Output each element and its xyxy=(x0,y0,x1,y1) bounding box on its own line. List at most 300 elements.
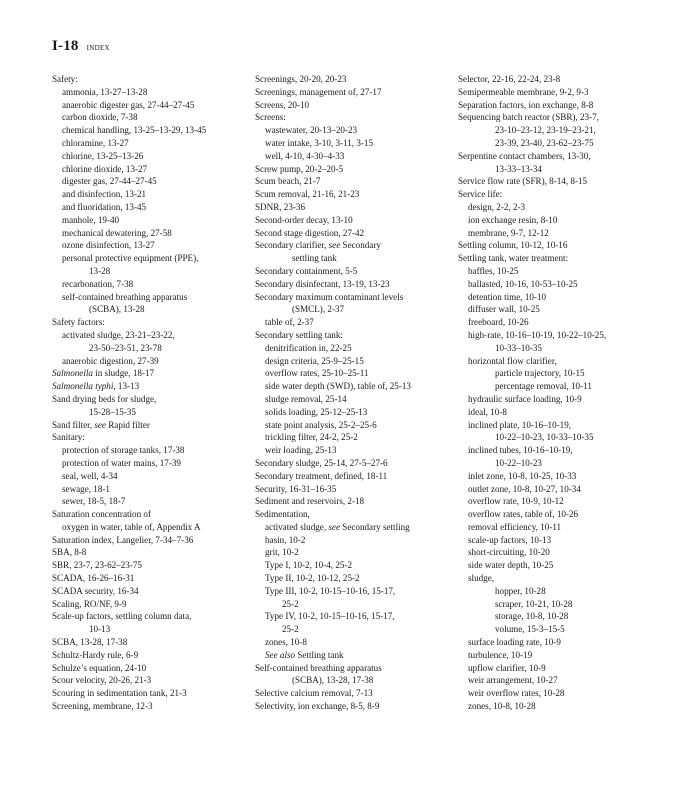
entry-text: oxygen in water, table of, Appendix A xyxy=(62,521,201,532)
index-entry xyxy=(255,124,451,137)
entry-text: Settling tank, water treatment: xyxy=(458,253,569,264)
entry-text: surface loading rate, 10-9 xyxy=(468,637,561,648)
index-entry xyxy=(52,329,248,342)
index-entry xyxy=(458,86,654,99)
entry-text: Safety: xyxy=(52,74,78,84)
entry-text: activated sludge, 23-21–23-22, xyxy=(62,329,175,340)
entry-text: Screening, membrane, 12-3 xyxy=(52,701,153,712)
index-entry xyxy=(52,508,248,521)
index-entry xyxy=(52,188,248,201)
entry-pages: Settling tank xyxy=(295,649,344,660)
index-entry xyxy=(458,163,654,176)
index-entry xyxy=(255,559,451,572)
entry-text: Scouring in sedimentation tank, 21-3 xyxy=(52,688,187,699)
index-entry xyxy=(458,73,654,86)
index-entry xyxy=(255,380,451,393)
entry-text: Sedimentation, xyxy=(255,509,310,520)
entry-text: Selectivity, ion exchange, 8-5, 8-9 xyxy=(255,701,380,712)
index-entry xyxy=(458,201,654,214)
index-entry xyxy=(52,86,248,99)
entry-text: Secondary sludge, 25-14, 27-5–27-6 xyxy=(255,457,388,468)
entry-text: well, 4-10, 4-30–4-33 xyxy=(265,150,345,161)
entry-text: 25-2 xyxy=(282,598,299,609)
entry-text: SCBA, 13-28, 17-38 xyxy=(52,637,128,648)
index-entry xyxy=(255,73,451,86)
index-entry xyxy=(458,111,654,124)
entry-text: scraper, 10-21, 10-28 xyxy=(495,598,573,609)
entry-text: mechanical dewatering, 27-58 xyxy=(62,227,172,238)
entry-text: Schultz-Hardy rule, 6-9 xyxy=(52,649,139,660)
entry-text: horizontal flow clarifier, xyxy=(468,355,557,366)
entry-text: Selector, 22-16, 22-24, 23-8 xyxy=(458,74,561,84)
index-entry xyxy=(52,687,248,700)
entry-text: denitrification in, 22-25 xyxy=(265,342,352,353)
index-entry xyxy=(52,278,248,291)
index-entry xyxy=(458,355,654,368)
entry-text: Scaling, RO/NF, 9-9 xyxy=(52,598,127,609)
index-column-3 xyxy=(458,73,654,713)
entry-text: chloramine, 13-27 xyxy=(62,137,129,148)
entry-text: (SCBA), 13-28 xyxy=(89,304,145,315)
entry-text: 10-22–10-23, 10-33–10-35 xyxy=(495,432,594,443)
entry-text: Sediment and reservoirs, 2-18 xyxy=(255,496,365,507)
entry-text: percentage removal, 10-11 xyxy=(495,381,592,392)
entry-text: high-rate, 10-16–10-19, 10-22–10-25, xyxy=(468,329,607,340)
entry-text: grit, 10-2 xyxy=(265,547,299,558)
entry-text: design, 2-2, 2-3 xyxy=(468,201,526,212)
index-entry xyxy=(255,278,451,291)
entry-text: Secondary treatment, defined, 18-11 xyxy=(255,470,388,481)
see-reference: see xyxy=(328,240,341,251)
index-entry xyxy=(458,303,654,316)
entry-text: turbulence, 10-19 xyxy=(468,649,533,660)
index-entry xyxy=(255,316,451,329)
entry-text: SBR, 23-7, 23-62–23-75 xyxy=(52,560,142,571)
entry-text: state point analysis, 25-2–25-6 xyxy=(265,419,377,430)
entry-text: Type I, 10-2, 10-4, 25-2 xyxy=(265,560,352,571)
entry-text: overflow rates, table of, 10-26 xyxy=(468,509,579,520)
index-entry xyxy=(255,227,451,240)
index-entry xyxy=(52,342,248,355)
entry-text: 23-10–23-12, 23-19–23-21, xyxy=(495,125,596,136)
entry-text: chlorine dioxide, 13-27 xyxy=(62,163,148,174)
index-entry xyxy=(458,99,654,112)
index-entry xyxy=(255,470,451,483)
entry-text: hopper, 10-28 xyxy=(495,585,546,596)
index-entry xyxy=(52,291,248,304)
entry-text: storage, 10-8, 10-28 xyxy=(495,611,569,622)
entry-text: anaerobic digester gas, 27-44–27-45 xyxy=(62,99,195,110)
entry-text: Selective calcium removal, 7-13 xyxy=(255,688,373,699)
entry-text: Type III, 10-2, 10-15–10-16, 15-17, xyxy=(265,585,396,596)
index-entry xyxy=(255,150,451,163)
entry-text: Safety factors: xyxy=(52,317,105,328)
entry-text: water intake, 3-10, 3-11, 3-15 xyxy=(265,137,373,148)
index-entry xyxy=(255,431,451,444)
entry-text: Screens: xyxy=(255,112,286,123)
index-entry xyxy=(52,214,248,227)
entry-text: particle trajectory, 10-15 xyxy=(495,368,585,379)
entry-text: Second-order decay, 13-10 xyxy=(255,214,353,225)
entry-text: seal, well, 4-34 xyxy=(62,470,118,481)
index-entry xyxy=(52,572,248,585)
index-entry xyxy=(255,291,451,304)
index-entry xyxy=(255,546,451,559)
index-entry xyxy=(52,534,248,547)
index-entry xyxy=(52,265,248,278)
entry-text: personal protective equipment (PPE), xyxy=(62,253,199,264)
entry-text: Scour velocity, 20-26, 21-3 xyxy=(52,675,152,686)
entry-text: Service life: xyxy=(458,189,503,200)
page-header xyxy=(52,38,110,55)
entry-text: Settling column, 10-12, 10-16 xyxy=(458,240,568,251)
entry-text: Salmonella typhi xyxy=(52,381,114,392)
index-entry xyxy=(255,419,451,432)
entry-text: scale-up factors, 10-13 xyxy=(468,534,552,545)
index-entry xyxy=(255,649,451,662)
index-entry xyxy=(255,585,451,598)
entry-text: and disinfection, 13-21 xyxy=(62,189,147,200)
entry-text: Screw pump, 20-2–20-5 xyxy=(255,163,344,174)
entry-text: sewage, 18-1 xyxy=(62,483,110,494)
index-entry xyxy=(458,393,654,406)
entry-text: Serpentine contact chambers, 13-30, xyxy=(458,150,591,161)
entry-text: Semipermeable membrane, 9-2, 9-3 xyxy=(458,86,589,97)
index-entry xyxy=(255,457,451,470)
index-entry xyxy=(458,214,654,227)
index-entry xyxy=(458,649,654,662)
index-entry xyxy=(458,483,654,496)
index-entry xyxy=(255,636,451,649)
index-entry xyxy=(255,623,451,636)
index-entry xyxy=(255,495,451,508)
entry-text: Scum beach, 21-7 xyxy=(255,176,321,187)
entry-text: weir arrangement, 10-27 xyxy=(468,675,558,686)
index-entry xyxy=(52,73,248,86)
index-entry xyxy=(52,483,248,496)
entry-text: Salmonella xyxy=(52,368,93,379)
index-entry xyxy=(255,252,451,265)
index-entry xyxy=(52,598,248,611)
entry-text: side water depth, 10-25 xyxy=(468,560,554,571)
index-entry xyxy=(255,674,451,687)
index-entry xyxy=(52,239,248,252)
entry-pages: Secondary settling xyxy=(340,521,410,532)
index-entry xyxy=(52,380,248,393)
index-entry xyxy=(458,188,654,201)
entry-text: outlet zone, 10-8, 10-27, 10-34 xyxy=(468,483,581,494)
entry-text: carbon dioxide, 7-38 xyxy=(62,112,138,123)
entry-text: Sand drying beds for sludge, xyxy=(52,393,157,404)
entry-text: sludge, xyxy=(468,573,495,584)
entry-text: 10-13 xyxy=(89,624,111,635)
entry-text: Scum removal, 21-16, 21-23 xyxy=(255,189,360,200)
entry-text: baffles, 10-25 xyxy=(468,265,519,276)
index-entry xyxy=(255,406,451,419)
entry-text: Self-contained breathing apparatus xyxy=(255,662,382,673)
index-entry xyxy=(52,393,248,406)
entry-text: Secondary maximum contaminant levels xyxy=(255,291,404,302)
index-entry xyxy=(458,239,654,252)
index-entry xyxy=(255,367,451,380)
entry-pages: Rapid filter xyxy=(105,419,150,430)
entry-text: settling tank xyxy=(292,253,337,264)
entry-text: recarbonation, 7-38 xyxy=(62,278,134,289)
entry-text: weir overflow rates, 10-28 xyxy=(468,688,565,699)
index-entry xyxy=(255,111,451,124)
entry-text: ozone disinfection, 13-27 xyxy=(62,240,155,251)
entry-text: 25-2 xyxy=(282,624,299,635)
index-entry xyxy=(255,342,451,355)
index-entry xyxy=(458,406,654,419)
index-entry xyxy=(458,470,654,483)
index-entry xyxy=(255,201,451,214)
index-entry xyxy=(255,662,451,675)
index-entry xyxy=(458,623,654,636)
entry-text: Service flow rate (SFR), 8-14, 8-15 xyxy=(458,176,588,187)
entry-text: 13-28 xyxy=(89,265,111,276)
entry-text: side water depth (SWD), table of, 25-13 xyxy=(265,381,411,392)
index-entry xyxy=(52,559,248,572)
entry-text: detention time, 10-10 xyxy=(468,291,547,302)
index-entry xyxy=(52,662,248,675)
index-entry xyxy=(255,137,451,150)
index-entry xyxy=(458,124,654,137)
entry-text: Type IV, 10-2, 10-15–10-16, 15-17, xyxy=(265,611,395,622)
entry-text: Schulze’s equation, 24-10 xyxy=(52,662,147,673)
entry-text: 23-50–23-51, 23-78 xyxy=(89,342,162,353)
index-entry xyxy=(458,534,654,547)
index-entry xyxy=(458,419,654,432)
entry-text: SCADA security, 16-34 xyxy=(52,585,139,596)
entry-text: chemical handling, 13-25–13-29, 13-45 xyxy=(62,125,207,136)
index-entry xyxy=(458,265,654,278)
index-entry xyxy=(52,521,248,534)
index-entry xyxy=(52,431,248,444)
entry-text: Separation factors, ion exchange, 8-8 xyxy=(458,99,594,110)
entry-text: membrane, 9-7, 12-12 xyxy=(468,227,549,238)
index-entry xyxy=(52,457,248,470)
index-entry xyxy=(458,342,654,355)
index-entry xyxy=(52,419,248,432)
page-number: I-18 xyxy=(52,38,79,54)
index-entry xyxy=(458,457,654,470)
entry-text: and fluoridation, 13-45 xyxy=(62,201,147,212)
index-entry xyxy=(52,585,248,598)
entry-text: (SCBA), 13-28, 17-38 xyxy=(292,675,374,686)
entry-text: 13-33–13-34 xyxy=(495,163,542,174)
index-entry xyxy=(255,265,451,278)
index-entry xyxy=(458,508,654,521)
entry-text: sludge removal, 25-14 xyxy=(265,393,347,404)
index-entry xyxy=(255,700,451,713)
index-entry xyxy=(458,175,654,188)
entry-text: solids loading, 25-12–25-13 xyxy=(265,406,368,417)
index-entry xyxy=(255,99,451,112)
index-entry xyxy=(458,367,654,380)
index-entry xyxy=(52,470,248,483)
index-entry xyxy=(255,534,451,547)
index-entry xyxy=(458,150,654,163)
index-column-1 xyxy=(52,73,248,713)
index-entry xyxy=(458,559,654,572)
index-entry xyxy=(255,175,451,188)
index-entry xyxy=(52,700,248,713)
index-entry xyxy=(52,111,248,124)
entry-text: overflow rates, 25-10–25-11 xyxy=(265,368,369,379)
entry-text: Screenings, 20-20, 20-23 xyxy=(255,74,347,84)
entry-text: diffuser wall, 10-25 xyxy=(468,304,540,315)
entry-text: Sand filter, xyxy=(52,419,95,430)
index-entry xyxy=(52,124,248,137)
index-entry xyxy=(255,687,451,700)
index-entry xyxy=(255,239,451,252)
index-entry xyxy=(458,598,654,611)
index-entry xyxy=(255,572,451,585)
entry-text: Second stage digestion, 27-42 xyxy=(255,227,365,238)
index-entry xyxy=(255,610,451,623)
index-entry xyxy=(255,214,451,227)
entry-text: SBA, 8-8 xyxy=(52,547,87,558)
index-entry xyxy=(52,636,248,649)
entry-text: inclined plate, 10-16–10-19, xyxy=(468,419,572,430)
entry-text: protection of storage tanks, 17-38 xyxy=(62,445,185,456)
entry-text: volume, 15-3–15-5 xyxy=(495,624,565,635)
index-entry xyxy=(52,175,248,188)
index-entry xyxy=(52,355,248,368)
entry-text: zones, 10-8, 10-28 xyxy=(468,701,536,712)
see-reference: see xyxy=(94,419,106,430)
index-entry xyxy=(52,406,248,419)
entry-text: Screens, 20-10 xyxy=(255,99,310,110)
entry-text: inclined tubes, 10-16–10-19, xyxy=(468,445,573,456)
entry-text: ammonia, 13-27–13-28 xyxy=(62,86,148,97)
index-entry xyxy=(52,623,248,636)
entry-text: zones, 10-8 xyxy=(265,637,307,648)
index-entry xyxy=(52,495,248,508)
entry-text: wastewater, 20-13–20-23 xyxy=(265,125,358,136)
index-entry xyxy=(458,700,654,713)
index-entry xyxy=(255,355,451,368)
entry-text: activated sludge, xyxy=(265,521,329,532)
index-entry xyxy=(458,316,654,329)
entry-text: 10-33–10-35 xyxy=(495,342,542,353)
entry-text: removal efficiency, 10-11 xyxy=(468,521,562,532)
entry-text: chlorine, 13-25–13-26 xyxy=(62,150,144,161)
index-entry xyxy=(458,636,654,649)
index-entry xyxy=(255,508,451,521)
entry-text: ion exchange resin, 8-10 xyxy=(468,214,558,225)
entry-text: Saturation concentration of xyxy=(52,509,151,520)
section-label: INDEX xyxy=(86,44,110,52)
index-entry xyxy=(458,444,654,457)
entry-text: Screenings, management of, 27-17 xyxy=(255,86,382,97)
entry-text: Sequencing batch reactor (SBR), 23-7, xyxy=(458,112,599,123)
entry-pages: in sludge, 18-17 xyxy=(92,368,155,379)
entry-text: hydraulic surface loading, 10-9 xyxy=(468,393,582,404)
index-entry xyxy=(52,546,248,559)
index-entry xyxy=(52,201,248,214)
entry-text: Type II, 10-2, 10-12, 25-2 xyxy=(265,573,360,584)
index-entry xyxy=(458,674,654,687)
index-entry xyxy=(52,649,248,662)
index-entry xyxy=(52,137,248,150)
entry-text: trickling filter, 24-2, 25-2 xyxy=(265,432,358,443)
entry-pages: , 13-13 xyxy=(113,381,140,392)
index-entry xyxy=(52,444,248,457)
index-entry xyxy=(52,252,248,265)
entry-text: Secondary containment, 5-5 xyxy=(255,265,358,276)
entry-text: See also xyxy=(265,649,296,660)
index-entry xyxy=(458,278,654,291)
index-entry xyxy=(52,163,248,176)
index-entry xyxy=(52,99,248,112)
index-entry xyxy=(458,431,654,444)
index-entry xyxy=(458,687,654,700)
entry-text: upflow clarifier, 10-9 xyxy=(468,662,546,673)
entry-text: weir loading, 25-13 xyxy=(265,445,337,456)
entry-text: overflow rate, 10-9, 10-12 xyxy=(468,496,564,507)
entry-pages: Secondary xyxy=(340,240,381,251)
index-entry xyxy=(255,444,451,457)
index-entry xyxy=(458,521,654,534)
entry-text: self-contained breathing apparatus xyxy=(62,291,188,302)
index-entry xyxy=(458,291,654,304)
index-entry xyxy=(255,163,451,176)
entry-text: Secondary clarifier, xyxy=(255,240,329,251)
index-entry xyxy=(255,521,451,534)
entry-text: basin, 10-2 xyxy=(265,534,306,545)
index-entry xyxy=(458,585,654,598)
entry-text: 10-22–10-23 xyxy=(495,457,542,468)
entry-text: table of, 2-37 xyxy=(265,317,314,328)
entry-text: Scale-up factors, settling column data, xyxy=(52,611,192,622)
index-entry xyxy=(458,572,654,585)
entry-text: Security, 16-31–16-35 xyxy=(255,483,337,494)
index-entry xyxy=(255,598,451,611)
entry-text: inlet zone, 10-8, 10-25, 10-33 xyxy=(468,470,577,481)
index-entry xyxy=(52,150,248,163)
index-entry xyxy=(255,86,451,99)
entry-text: anaerobic digestion, 27-39 xyxy=(62,355,159,366)
entry-text: SCADA, 16-26–16-31 xyxy=(52,573,135,584)
index-entry xyxy=(458,380,654,393)
entry-text: short-circuiting, 10-20 xyxy=(468,547,550,558)
index-entry xyxy=(255,188,451,201)
entry-text: Sanitary: xyxy=(52,432,85,443)
index-entry xyxy=(255,303,451,316)
index-entry xyxy=(458,137,654,150)
entry-text: 23-39, 23-40, 23-62–23-75 xyxy=(495,137,594,148)
entry-text: protection of water mains, 17-39 xyxy=(62,457,181,468)
index-entry xyxy=(458,227,654,240)
index-entry xyxy=(458,546,654,559)
index-entry xyxy=(52,367,248,380)
index-entry xyxy=(255,483,451,496)
entry-text: design criteria, 25-9–25-15 xyxy=(265,355,364,366)
entry-text: Secondary disinfectant, 13-19, 13-23 xyxy=(255,278,390,289)
entry-text: Saturation index, Langelier, 7-34–7-36 xyxy=(52,534,194,545)
entry-text: (SMCL), 2-37 xyxy=(292,304,345,315)
index-entry xyxy=(458,329,654,342)
index-entry xyxy=(52,674,248,687)
index-entry xyxy=(52,303,248,316)
index-entry xyxy=(52,316,248,329)
entry-text: manhole, 19-40 xyxy=(62,214,120,225)
index-entry xyxy=(458,495,654,508)
entry-text: Secondary settling tank: xyxy=(255,329,343,340)
entry-text: ideal, 10-8 xyxy=(468,406,507,417)
